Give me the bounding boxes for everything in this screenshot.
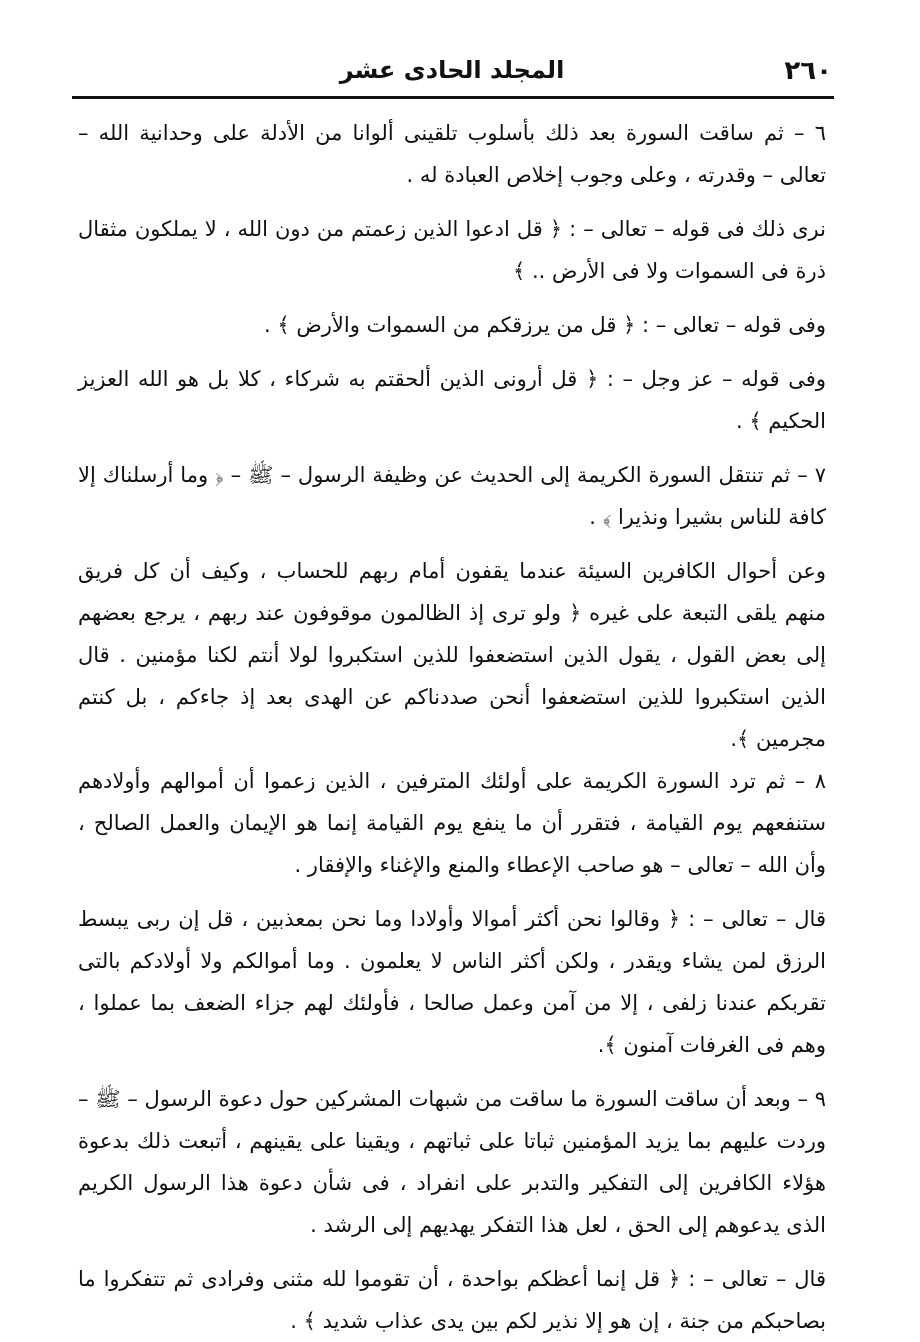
- paragraph-7: ٧ – ثم تنتقل السورة الكريمة إلى الحديث عن وظيفة الرسول – ﷺ – ﴿ وما أرسلناك إلا كافة للناس بشيرا ونذيرا ﴾ .: [78, 463, 826, 529]
- paragraph-9: ٩ – وبعد أن ساقت السورة ما ساقت من شبهات المشركين حول دعوة الرسول – ﷺ – وردت عليهم بما يزيد المؤمنين ثباتا على ثباتهم ، ويقينا على يقينهم ، أتبعت ذلك بدعوة هؤلاء الكافرين إلى التفكير والتدبر على انفراد ، فى شأن دعوة هذا الرسول الكريم الذى يدعوهم إلى الحق ، لعل هذا التفكر يهديهم إلى الرشد .: [78, 1087, 826, 1237]
- page-body: [78, 112, 826, 1342]
- spacer: [78, 1066, 826, 1078]
- paragraph-8: ٨ – ثم ترد السورة الكريمة على أولئك المترفين ، الذين زعموا أن أموالهم وأولادهم ستنفعهم يوم القيامة ، فتقرر أن ما ينفع يوم القيامة إنما هو الإيمان والعمل الصالح ، وأن الله – تعالى – هو صاحب الإعطاء والمنع والإغناء والإفقار .: [78, 769, 826, 877]
- spacer: [78, 886, 826, 898]
- running-title: المجلد الحادى عشر: [339, 56, 565, 84]
- spacer: [78, 196, 826, 208]
- page-header: [72, 52, 832, 92]
- header-divider: [72, 96, 834, 99]
- paragraph-disbelievers: وعن أحوال الكافرين السيئة عندما يقفون أمام ربهم للحساب ، وكيف أن كل فريق منهم يلقى التبعة على غيره ﴿ ولو ترى إذ الظالمون موقوفون عند ربهم ، يرجع بعضهم إلى بعض القول ، يقول الذين استضعفوا للذين استكبروا لولا أنتم لكنا مؤمنين . قال الذين استكبروا للذين استضعفوا أنحن صددناكم عن الهدى بعد إذ جاءكم ، بل كنتم مجرمين ﴾.: [78, 559, 826, 751]
- paragraph-verse-4: قال – تعالى – : ﴿ وقالوا نحن أكثر أموالا وأولادا وما نحن بمعذبين ، قل إن ربى يبسط الرزق لمن يشاء ويقدر ، ولكن أكثر الناس لا يعلمون . وما أموالكم ولا أولادكم بالتى تقربكم عندنا زلفى ، إلا من آمن وعمل صالحا ، فأولئك لهم جزاء الضعف بما عملوا ، وهم فى الغرفات آمنون ﴾.: [78, 907, 826, 1057]
- spacer: [78, 292, 826, 304]
- paragraph-verse-2: وفى قوله – تعالى – : ﴿ قل من يرزقكم من السموات والأرض ﴾ .: [264, 313, 826, 337]
- paragraph-6: ٦ – ثم ساقت السورة بعد ذلك بأسلوب تلقينى ألوانا من الأدلة على وحدانية الله – تعالى – وقدرته ، وعلى وجوب إخلاص العبادة له .: [78, 121, 826, 187]
- paragraph-verse-3: وفى قوله – عز وجل – : ﴿ قل أرونى الذين ألحقتم به شركاء ، كلا بل هو الله العزيز الحكيم ﴾ .: [78, 367, 826, 433]
- page-number: ٢٦٠: [784, 56, 832, 86]
- spacer: [78, 442, 826, 454]
- spacer: [78, 538, 826, 550]
- spacer: [78, 346, 826, 358]
- paragraph-verse-1: نرى ذلك فى قوله – تعالى – : ﴿ قل ادعوا الذين زعمتم من دون الله ، لا يملكون مثقال ذرة فى السموات ولا فى الأرض .. ﴾: [78, 217, 826, 283]
- spacer: [78, 1246, 826, 1258]
- paragraph-verse-5: قال – تعالى – : ﴿ قل إنما أعظكم بواحدة ، أن تقوموا لله مثنى وفرادى ثم تتفكروا ما بصاحبكم من جنة ، إن هو إلا نذير لكم بين يدى عذاب شديد ﴾ .: [78, 1267, 826, 1333]
